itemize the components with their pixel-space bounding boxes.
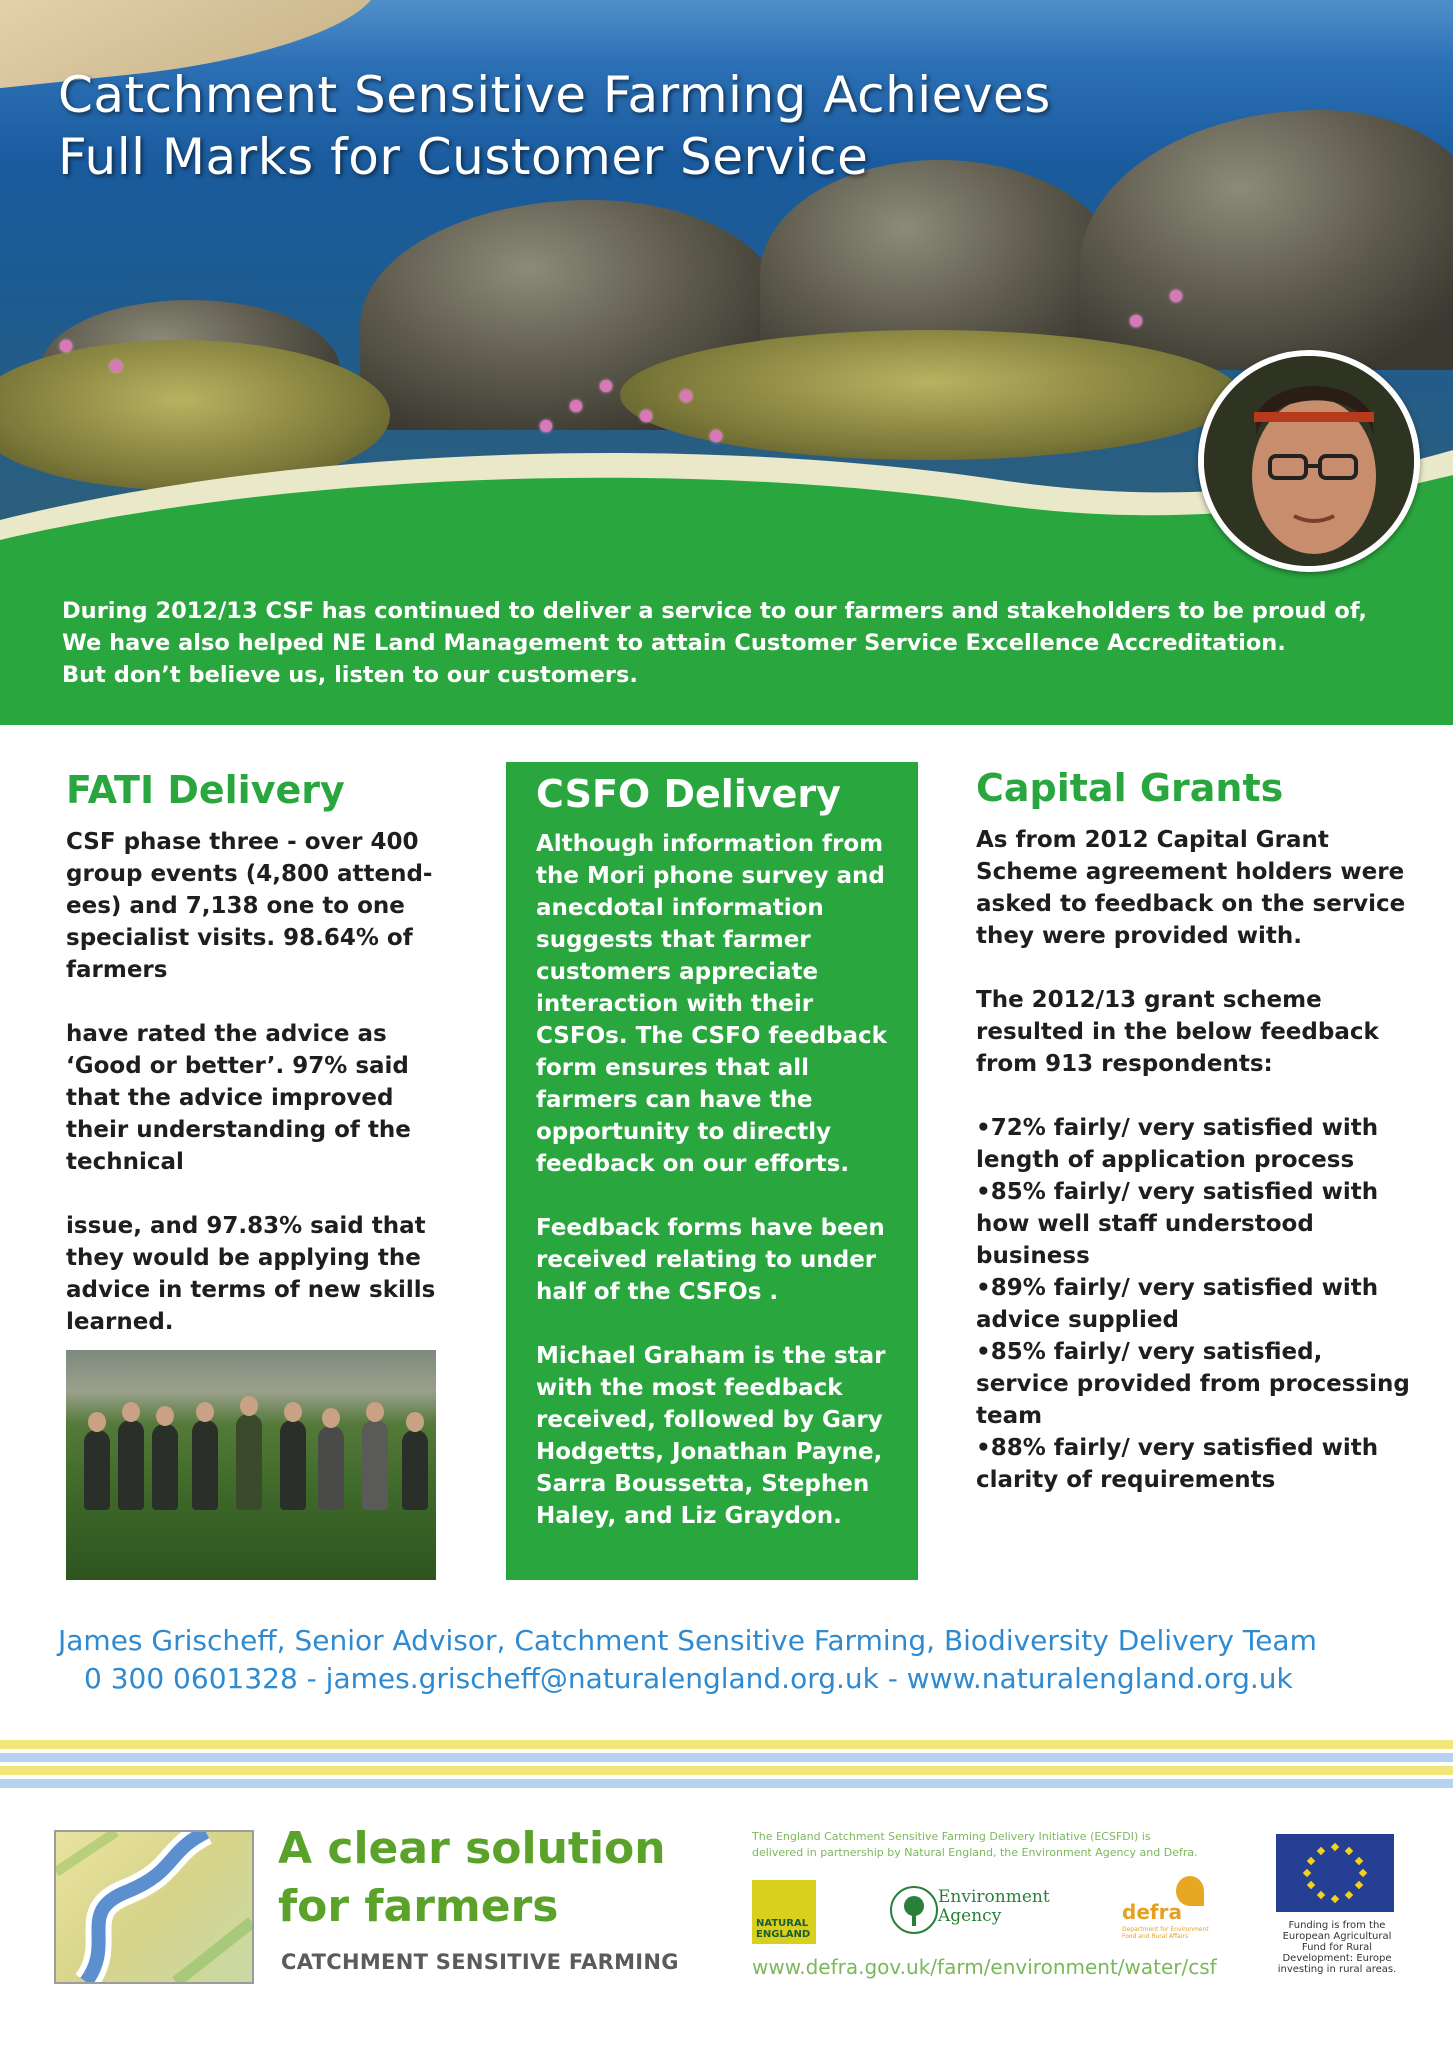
csfo-heading: CSFO Delivery [536, 772, 841, 816]
divider-stripe [0, 1779, 1453, 1788]
intro-text [62, 595, 1402, 691]
flower [1130, 315, 1142, 327]
flower [640, 410, 652, 422]
list-item: •88% fairly/ very satisfied with clarity of requirements [976, 1435, 1379, 1493]
natural-england-logo [752, 1880, 816, 1944]
list-item: •89% fairly/ very satisfied with advice supplied [976, 1275, 1379, 1333]
divider-stripe [0, 1753, 1453, 1762]
tagline-line-1: A clear solution [278, 1823, 666, 1874]
csfo-para-2: Feedback forms have been received relating to under half of the CSFOs . [536, 1215, 885, 1305]
intro-line-1: During 2012/13 CSF has continued to deliver a service to our farmers and stakeholders to be proud of, [62, 598, 1367, 624]
eu-flag-icon [1276, 1834, 1394, 1912]
river-icon [56, 1832, 252, 1982]
list-item: •85% fairly/ very satisfied, service provided from processing team [976, 1339, 1410, 1429]
eu-note-line: Funding is from the [1288, 1920, 1386, 1931]
fati-para-1: CSF phase three - over 400 group events (4,800 attend-ees) and 7,138 one to one specialist visits. 98.64% of farmers [66, 829, 433, 983]
contact-name-line: James Grischeff, Senior Advisor, Catchment Sensitive Farming, Biodiversity Delivery Team [58, 1624, 1317, 1657]
divider-stripe [0, 1766, 1453, 1775]
intro-line-3: But don’t believe us, listen to our customers. [62, 662, 638, 688]
tagline-line-2: for farmers [278, 1881, 559, 1932]
eu-note-line: investing in rural areas. [1277, 1964, 1397, 1975]
eu-funding-note [1262, 1920, 1412, 1975]
csfo-para-1: Although information from the Mori phone survey and anecdotal information suggests that farmer customers appreciate interaction with their CSFOs. The CSFO feedback form ensures that all farmers can have the opportunity to directly feedback on our efforts. [536, 831, 887, 1177]
flower [60, 340, 72, 352]
csf-logo [54, 1830, 254, 1984]
eu-note-line: European Agricultural [1282, 1931, 1392, 1942]
grants-bullet-list [976, 1112, 1416, 1496]
advisor-portrait [1198, 350, 1420, 572]
flower [570, 400, 582, 412]
flower [680, 390, 692, 402]
farmers-group-photo [66, 1350, 436, 1580]
flower [540, 420, 552, 432]
fati-para-3: issue, and 97.83% said that they would be applying the advice in terms of new skills learned. [66, 1213, 436, 1335]
fati-delivery-section [66, 768, 436, 1338]
environment-agency-label: Environment Agency [938, 1887, 1050, 1926]
page-title [58, 64, 1051, 188]
flower [600, 380, 612, 392]
eu-note-line: Fund for Rural [1301, 1942, 1373, 1953]
defra-label: defra [1122, 1900, 1182, 1924]
csfo-para-3: Michael Graham is the star with the most feedback received, followed by Gary Hodgetts, Jonathan Payne, Sarra Boussetta, Stephen Haley, and Liz Graydon. [536, 1343, 886, 1529]
partner-note-line-1: The England Catchment Sensitive Farming Delivery Initiative (ECSFDI) is [752, 1830, 1151, 1843]
csfo-delivery-section [506, 762, 918, 1580]
fati-heading: FATI Delivery [66, 768, 345, 812]
partner-note [752, 1829, 1232, 1861]
title-line-2: Full Marks for Customer Service [58, 128, 869, 186]
tree-icon [890, 1886, 938, 1934]
eu-note-line: Development: Europe [1282, 1953, 1392, 1964]
divider-stripe [0, 1740, 1453, 1749]
rock [1080, 110, 1453, 370]
fati-para-2: have rated the advice as ‘Good or better’. 97% said that the advice improved their understanding of the technical [66, 1021, 411, 1175]
grants-para-1: As from 2012 Capital Grant Scheme agreement holders were asked to feedback on the service they were provided with. [976, 827, 1406, 949]
defra-subtitle: Department for Environment Food and Rural Affairs [1122, 1926, 1209, 1940]
flower [1170, 290, 1182, 302]
grants-heading: Capital Grants [976, 766, 1284, 810]
grants-para-2: The 2012/13 grant scheme resulted in the below feedback from 913 respondents: [976, 987, 1379, 1077]
portrait-illustration [1204, 356, 1414, 566]
flower [110, 360, 122, 372]
programme-name: CATCHMENT SENSITIVE FARMING [281, 1950, 679, 1974]
partner-note-line-2: delivered in partnership by Natural England, the Environment Agency and Defra. [752, 1846, 1198, 1859]
contact-block [58, 1622, 1418, 1698]
intro-line-2: We have also helped NE Land Management to attain Customer Service Excellence Accreditation. [62, 630, 1286, 656]
list-item: •85% fairly/ very satisfied with how well staff understood business [976, 1179, 1379, 1269]
csf-url-link[interactable]: www.defra.gov.uk/farm/environment/water/csf [752, 1955, 1217, 1979]
capital-grants-section [976, 766, 1416, 1496]
title-line-1: Catchment Sensitive Farming Achieves [58, 66, 1051, 124]
contact-details-line[interactable]: 0 300 0601328 - james.grischeff@naturalengland.org.uk - www.naturalengland.org.uk [84, 1662, 1293, 1695]
natural-england-label: NATURAL ENGLAND [756, 1918, 811, 1940]
list-item: •72% fairly/ very satisfied with length of application process [976, 1115, 1379, 1173]
footer-tagline [278, 1820, 666, 1936]
